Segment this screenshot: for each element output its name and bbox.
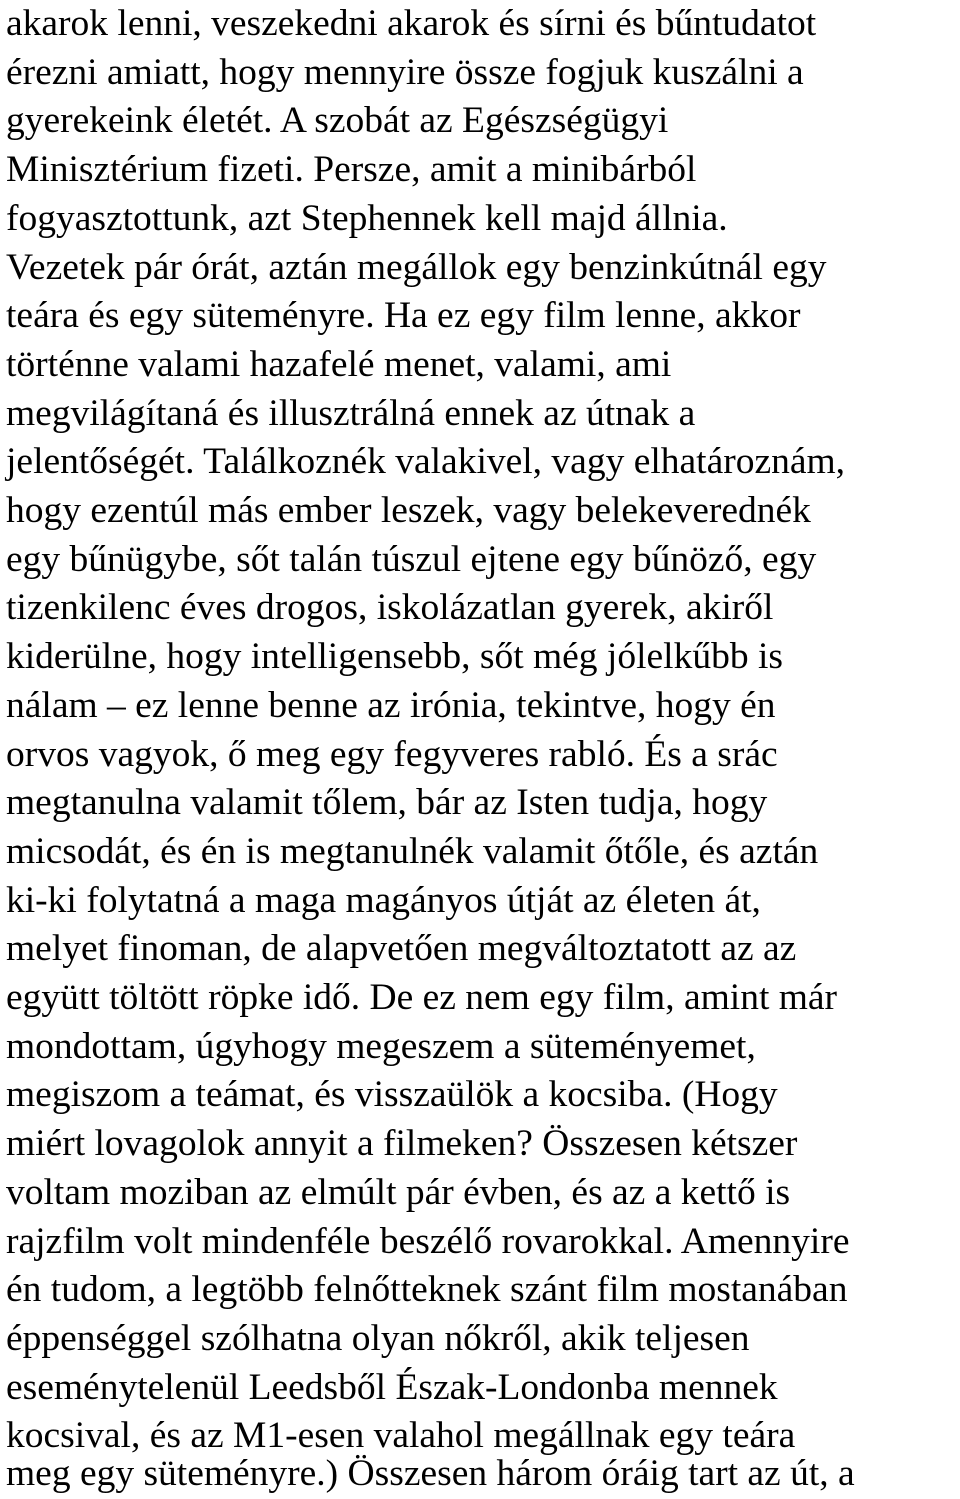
text-line: megiszom a teámat, és visszaülök a kocsiba. (Hogy [6,1074,778,1116]
text-line: gyerekeink életét. A szobát az Egészségügyi [6,100,669,142]
text-line: én tudom, a legtöbb felnőtteknek szánt film mostanában [6,1269,848,1311]
text-line: Minisztérium fizeti. Persze, amit a minibárból [6,149,697,191]
text-line: rajzfilm volt mindenféle beszélő rovarokkal. Amennyire [6,1220,850,1262]
text-line: meg egy süteményre.) Összesen három óráig tart az út, a [6,1453,855,1494]
text-line: együtt töltött röpke idő. De ez nem egy film, amint már [6,977,838,1018]
text-line: micsodát, és én is megtanulnék valamit őtőle, és aztán [6,830,819,872]
text-line: kocsival, és az M1-esen valahol megállnak egy teára [6,1415,796,1457]
text-line: jelentőségét. Találkoznék valakivel, vagy elhatároznám, [6,441,846,483]
text-line: kiderülne, hogy intelligensebb, sőt még jólelkűbb is [6,636,783,678]
text-line: mondottam, úgyhogy megeszem a süteményemet, [6,1025,756,1067]
text-line: nálam – ez lenne benne az irónia, tekintve, hogy én [6,684,776,726]
text-line: érezni amiatt, hogy mennyire össze fogjuk kuszálni a [6,51,804,93]
text-line: voltam moziban az elmúlt pár évben, és az a kettő is [6,1171,791,1213]
text-line: orvos vagyok, ő meg egy fegyveres rabló. És a srác [6,733,778,775]
text-line: megtanulna valamit tőlem, bár az Isten tudja, hogy [6,782,768,824]
text-line: eseménytelenül Leedsből Észak-Londonba mennek [6,1366,778,1408]
text-line: miért lovagolok annyit a filmeken? Összesen kétszer [6,1123,798,1165]
text-line: ki-ki folytatná a maga magányos útját az életen át, [6,879,761,921]
text-line: éppenséggel szólhatna olyan nőkről, akik teljesen [6,1317,750,1359]
text-line: egy bűnügybe, sőt talán túszul ejtene egy bűnöző, egy [6,538,817,580]
text-line: történne valami hazafelé menet, valami, ami [6,343,672,385]
text-line: fogyasztottunk, azt Stephennek kell majd állnia. [6,197,728,239]
text-line: megvilágítaná és illusztrálná ennek az útnak a [6,392,696,434]
text-line: Vezetek pár órát, aztán megállok egy benzinkútnál egy [6,246,827,288]
text-line: teára és egy süteményre. Ha ez egy film lenne, akkor [6,295,801,337]
text-line: akarok lenni, veszekedni akarok és sírni és bűntudatot [6,3,817,44]
text-line: tizenkilenc éves drogos, iskolázatlan gyerek, akiről [6,587,774,629]
text-line: melyet finoman, de alapvetően megváltoztatott az az [6,928,797,970]
text-line: hogy ezentúl más ember leszek, vagy belekeverednék [6,490,811,531]
